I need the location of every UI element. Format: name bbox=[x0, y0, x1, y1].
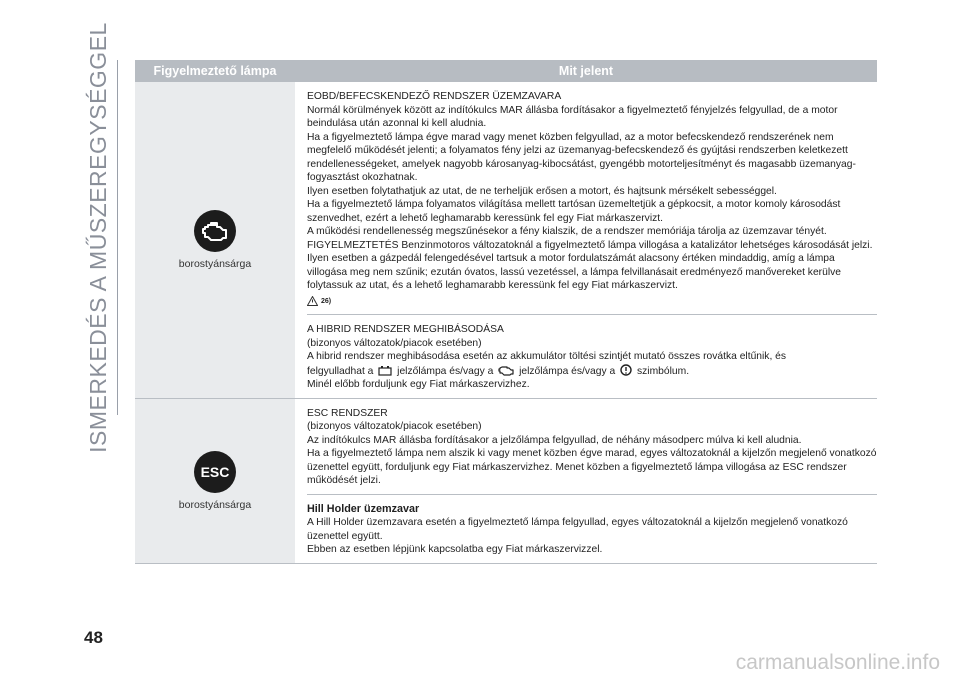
hybrid-scope: (bizonyos változatok/piacok esetében) bbox=[307, 337, 482, 349]
eobd-paragraph: Ha a figyelmeztető lámpa égve marad vagy menet közben felgyullad, az a motor befecskendező rendszerének nem megfelelő működését jelenti; a folyamatos fény jelzi az üzemanyag-befecskendező és gyújtási rendszerben keletkezett rendellenességeket, amelyek nagyobb károsanyag-kibocsátást, gyengébb motorteljesítményt és magasabb üzemanyag-fogyasztást okozhatnak. bbox=[307, 131, 856, 183]
hybrid-block bbox=[307, 314, 877, 398]
esc-block bbox=[307, 399, 877, 494]
side-divider bbox=[117, 60, 118, 415]
table-row bbox=[135, 399, 877, 564]
reference-number: 26) bbox=[321, 297, 332, 305]
eobd-warning: FIGYELMEZTETÉS Benzinmotoros változatoknál a figyelmeztető lámpa villogása a katalizátor lehetséges károsodását jelzi. Ilyen esetben a gázpedál felengedésével tartsuk a motor fordulatszámát alacsony értéken mindaddig, amíg a lámpa villogása meg nem szűnik; ezután óvatos, lassú vezetéssel, a lámpa felvillanásait eredményező manővereket kerülve folytassuk az utat, és a lehető leghamarabb keressünk fel egy Fiat márkaszervizt. bbox=[307, 239, 873, 291]
esc-scope: (bizonyos változatok/piacok esetében) bbox=[307, 421, 482, 432]
hill-holder-paragraph: Ebben az esetben lépjünk kapcsolatba egy Fiat márkaszervizzel. bbox=[307, 544, 603, 555]
inline-text: szimbólum. bbox=[636, 365, 690, 377]
eobd-paragraph: A működési rendellenesség megszűnésekor a fény kialszik, de a rendszer memóriája tárolja az üzemzavar tényét. bbox=[307, 226, 827, 237]
side-section-title-text: ISMERKEDÉS A MŰSZEREGYSÉGGEL bbox=[84, 22, 111, 453]
reference-note bbox=[307, 295, 877, 309]
eobd-block bbox=[307, 82, 877, 314]
warning-light-table bbox=[135, 60, 877, 564]
warning-triangle-icon bbox=[307, 296, 318, 306]
hybrid-title: A HIBRID RENDSZER MEGHIBÁSODÁSA bbox=[307, 324, 504, 335]
esc-icon bbox=[194, 451, 236, 493]
hill-holder-title: Hill Holder üzemzavar bbox=[307, 502, 420, 515]
alert-circle-icon bbox=[620, 364, 632, 376]
side-section-title bbox=[82, 22, 114, 453]
inline-text: felgyulladhat a bbox=[307, 365, 374, 377]
engine-check-small-icon bbox=[498, 365, 514, 376]
meaning-cell bbox=[295, 82, 877, 398]
esc-icon-text: ESC bbox=[200, 463, 230, 480]
watermark: carmanualsonline.info bbox=[735, 651, 940, 674]
esc-paragraph: Ha a figyelmeztető lámpa nem alszik ki vagy menet közben égve marad, egyes változatoknál a kijelzőn megjelenő vonatkozó üzenettel együtt, forduljunk egy Fiat márkaszervizhez. Menet közben a figyelmeztető lámpa villogása az ESC rendszer működését jelzi. bbox=[307, 448, 877, 486]
hybrid-last: Minél előbb forduljunk egy Fiat márkaszervizhez. bbox=[307, 379, 530, 390]
icon-cell bbox=[135, 399, 295, 563]
hill-holder-block bbox=[307, 494, 877, 563]
eobd-paragraph: Ha a figyelmeztető lámpa folyamatos világítása mellett tartósan üzemeltetjük a gépkocsit, a motor komoly károsodást szenvedhet, ezért a lehető leghamarabb keressünk fel egy Fiat márkaszervizt. bbox=[307, 199, 841, 224]
engine-check-icon bbox=[194, 210, 236, 252]
table-row bbox=[135, 82, 877, 399]
eobd-paragraph: Ilyen esetben folytathatjuk az utat, de ne terheljük erősen a motort, és hajtsunk mérsékelt sebességgel. bbox=[307, 185, 777, 197]
hybrid-paragraph: A hibrid rendszer meghibásodása esetén az akkumulátor töltési szintjét mutató összes rovátka eltűnik, és bbox=[307, 351, 787, 362]
color-label: borostyánsárga bbox=[178, 257, 252, 270]
eobd-title: EOBD/BEFECSKENDEZŐ RENDSZER ÜZEMZAVARA bbox=[307, 91, 562, 102]
header-meaning: Mit jelent bbox=[558, 64, 614, 78]
icon-cell bbox=[135, 82, 295, 398]
hill-holder-paragraph: A Hill Holder üzemzavara esetén a figyelmeztető lámpa felgyullad, egyes változatoknál a kijelzőn megjelenő vonatkozó üzenettel együtt. bbox=[307, 517, 848, 542]
page-number: 48 bbox=[84, 628, 103, 647]
table-header bbox=[135, 60, 877, 82]
header-warning-light: Figyelmeztető lámpa bbox=[153, 64, 277, 78]
hybrid-inline-line bbox=[307, 364, 877, 379]
meaning-cell bbox=[295, 399, 877, 563]
esc-title: ESC RENDSZER bbox=[307, 407, 388, 419]
battery-icon bbox=[378, 365, 392, 376]
inline-text: jelzőlámpa és/vagy a bbox=[519, 365, 616, 377]
eobd-paragraph: Normál körülmények között az indítókulcs MAR állásba fordításakor a figyelmeztető fényjelzés felgyullad, de a motor beindulása után azonnal ki kell aludnia. bbox=[307, 104, 838, 129]
inline-text: jelzőlámpa és/vagy a bbox=[397, 365, 494, 377]
color-label: borostyánsárga bbox=[178, 498, 252, 511]
esc-paragraph: Az indítókulcs MAR állásba fordításakor a jelzőlámpa felgyullad, de néhány másodperc múlva ki kell aludnia. bbox=[307, 434, 802, 446]
